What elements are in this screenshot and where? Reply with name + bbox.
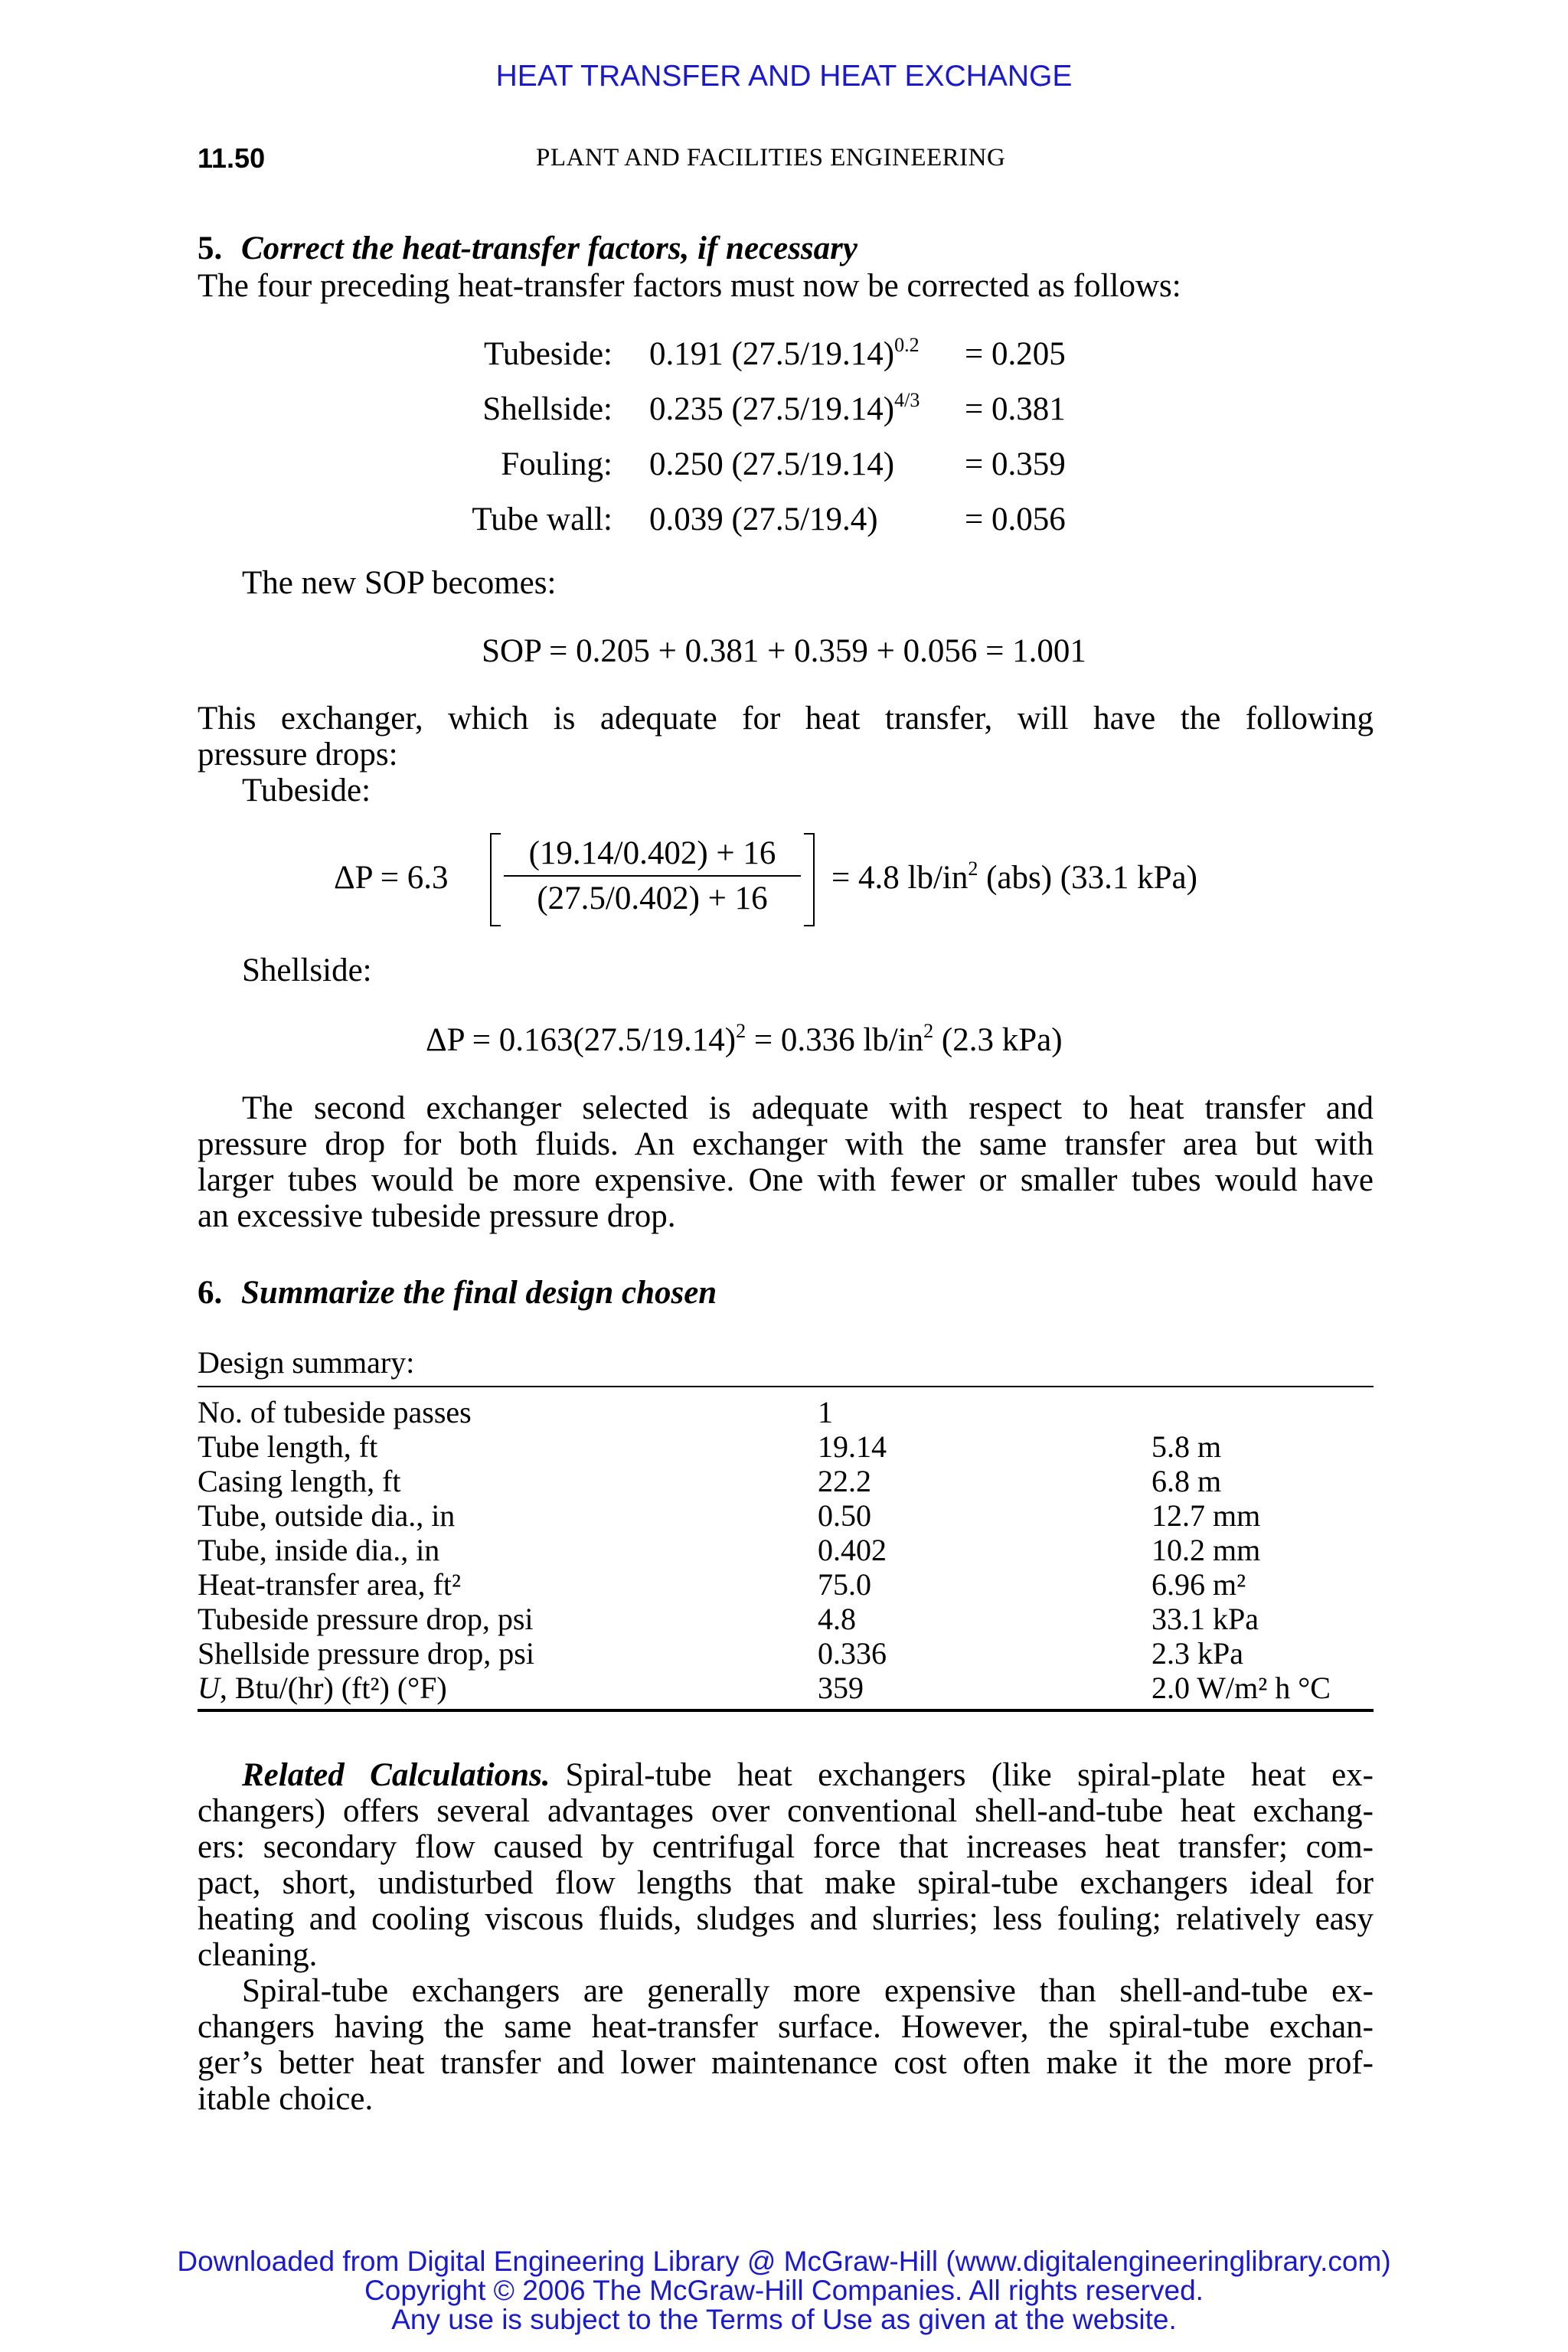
conclusion-paragraph (198, 1090, 1374, 1234)
row-value-us: 4.8 (818, 1602, 856, 1636)
correction-expr: 0.235 $(27.5/19.14)^{4/3}$ (649, 388, 920, 427)
row-value-us: 75.0 (818, 1567, 871, 1602)
related-paragraph-1: Related Calculations. Spiral-tube heat exchangers (like spiral-plate heat ex- changers) offers several advantages over conventional shell-and-tube heat exchang- ers: secondary flow caused by centrifugal force that increases heat transfer; com- pact, short, undisturbed flow lengths that make spiral-tube exchangers ideal for heating and cooling viscous fluids, sludges and slurries; less fouling; relatively easy cleaning. (198, 1757, 1374, 1973)
table-row (198, 1464, 1374, 1498)
table-bottom-rule (198, 1709, 1374, 1712)
related-line: cleaning. (198, 1937, 318, 1973)
row-label: Tube, outside dia., in (198, 1498, 456, 1533)
related-paragraph-2 (198, 1973, 1374, 2117)
row-value-us: 19.14 (818, 1429, 887, 1464)
new-sop-text: The new SOP becomes: (242, 565, 557, 601)
correction-expr: 0.250 (27.5/19.14) (649, 446, 895, 482)
correction-result: = 0.381 (965, 391, 1066, 427)
conclusion-line: The second exchanger selected is adequate with respect to heat transfer and (242, 1090, 1374, 1126)
row-value-us: 22.2 (818, 1464, 871, 1498)
row-value-si: 2.3 kPa (1152, 1636, 1243, 1671)
row-value-us: 359 (818, 1671, 864, 1705)
row-value-us: 0.336 (818, 1636, 887, 1671)
footer-copyright: Copyright © 2006 The McGraw-Hill Companies. All rights reserved. (364, 2275, 1204, 2306)
footer-terms[interactable]: Any use is subject to the Terms of Use as given at the website. (391, 2304, 1177, 2335)
related-line: changers having the same heat-transfer surface. However, the spiral-tube exchan- (198, 2009, 1374, 2045)
tubeside-denominator: (27.5/0.402) + 16 (537, 880, 768, 916)
correction-exponent: 0.2 (894, 333, 920, 356)
correction-label: Tube wall: (472, 501, 612, 537)
row-value-si: 6.8 m (1152, 1464, 1222, 1498)
step6-number: 6. (198, 1275, 223, 1311)
table-row (198, 1671, 1374, 1705)
related-line: changers) offers several advantages over conventional shell-and-tube heat exchang- (198, 1793, 1374, 1829)
step5-intro: The four preceding heat-transfer factors must now be corrected as follows: (198, 268, 1181, 304)
row-label: No. of tubeside passes (198, 1395, 472, 1429)
correction-result: = 0.056 (965, 501, 1066, 537)
footer-download-link[interactable]: Downloaded from Digital Engineering Library @ McGraw-Hill (www.digitalengineeringlibrary.com) (177, 2246, 1391, 2277)
correction-row-tube-wall (429, 501, 1118, 556)
tubeside-eq-lhs: ΔP = 6.3 (334, 860, 449, 896)
book-title: PLANT AND FACILITIES ENGINEERING (536, 144, 1006, 172)
row-label: Tube, inside dia., in (198, 1533, 440, 1567)
sop-equation: SOP = 0.205 + 0.381 + 0.359 + 0.056 = 1.001 (482, 633, 1086, 669)
row-label: Tubeside pressure drop, psi (198, 1602, 534, 1636)
row-value-si: 5.8 m (1152, 1429, 1222, 1464)
pressure-intro-line2: pressure drops: (198, 737, 398, 773)
step6-heading (198, 1274, 717, 1312)
pressure-intro-line1: This exchanger, which is adequate for heat transfer, will have the following (198, 701, 1374, 737)
table-row (198, 1429, 1374, 1464)
correction-label: Fouling: (501, 446, 612, 482)
related-line: itable choice. (198, 2081, 374, 2117)
row-value-si (1152, 1395, 1374, 1429)
conclusion-line: larger tubes would be more expensive. One with fewer or smaller tubes would have (198, 1162, 1374, 1198)
row-label: Shellside pressure drop, psi (198, 1636, 534, 1671)
shellside-label: Shellside: (242, 952, 372, 988)
step6-title: Summarize the final design chosen (241, 1275, 717, 1311)
running-head: HEAT TRANSFER AND HEAT EXCHANGE (495, 60, 1073, 93)
table-row (198, 1395, 1374, 1429)
page-number: 11.50 (198, 142, 266, 174)
table-row (198, 1533, 1374, 1567)
corrections-block (429, 335, 1118, 556)
table-row (198, 1567, 1374, 1602)
row-value-us: 0.402 (818, 1533, 887, 1567)
conclusion-line: an excessive tubeside pressure drop. (198, 1198, 676, 1234)
table-row (198, 1498, 1374, 1533)
right-bracket (804, 833, 815, 926)
related-heading: Related Calculations. (242, 1757, 550, 1793)
related-line: ger’s better heat transfer and lower maintenance cost often make it the more prof- (198, 2045, 1374, 2081)
row-value-us: 0.50 (818, 1498, 871, 1533)
correction-result: = 0.359 (965, 446, 1066, 482)
row-value-si: 10.2 mm (1152, 1533, 1261, 1567)
correction-label: Shellside: (482, 391, 612, 427)
shellside-equation: $\Delta P = 0.163(27.5/19.14)^2 = 0.336$ $lb/in^2$ (2.3 kPa) (426, 1019, 1063, 1058)
correction-row-tubeside (429, 335, 1118, 390)
tubeside-bracket-group (490, 833, 815, 926)
step5-number: 5. (198, 230, 223, 266)
table-caption: Design summary: (198, 1345, 415, 1380)
row-label: Heat-transfer area, ft² (198, 1567, 461, 1602)
correction-result: = 0.205 (965, 336, 1066, 372)
step5-title: Correct the heat-transfer factors, if necessary (241, 230, 858, 266)
tubeside-fraction (504, 835, 801, 917)
tubeside-numerator: (19.14/0.402) + 16 (504, 835, 801, 877)
table-row (198, 1602, 1374, 1636)
conclusion-line: pressure drop for both fluids. An exchanger with the same transfer area but with (198, 1126, 1374, 1162)
step5-heading (198, 230, 858, 267)
correction-expr: 0.191 $(27.5/19.14)^{0.2}$ (649, 333, 920, 372)
correction-row-shellside (429, 390, 1118, 446)
tubeside-eq-rhs: = 4.8 $lb/in^2$ (abs) (33.1 kPa) (831, 857, 1197, 896)
row-value-si: 33.1 kPa (1152, 1602, 1259, 1636)
correction-row-fouling (429, 446, 1118, 501)
left-bracket (490, 833, 501, 926)
row-label: Tube length, ft (198, 1429, 378, 1464)
row-label: U, Btu/(hr) (ft²) (°F) (198, 1671, 447, 1705)
related-line: Spiral-tube exchangers are generally more expensive than shell-and-tube ex- (242, 1973, 1374, 2009)
row-value-si: 2.0 W/m² h °C (1152, 1671, 1331, 1705)
related-line: heating and cooling viscous fluids, sludges and slurries; less fouling; relatively easy (198, 1901, 1374, 1937)
correction-exponent: 4/3 (894, 388, 920, 411)
correction-label: Tubeside: (483, 336, 612, 372)
design-summary-table (198, 1395, 1374, 1705)
tubeside-label: Tubeside: (242, 773, 371, 808)
table-row (198, 1636, 1374, 1671)
table-top-rule (198, 1386, 1374, 1387)
related-line: pact, short, undisturbed flow lengths that make spiral-tube exchangers ideal for (198, 1865, 1374, 1901)
row-value-si: 12.7 mm (1152, 1498, 1261, 1533)
correction-expr: 0.039 (27.5/19.4) (649, 501, 878, 537)
related-line: ers: secondary flow caused by centrifugal force that increases heat transfer; com- (198, 1829, 1374, 1865)
row-value-us: 1 (818, 1395, 833, 1429)
row-value-si: 6.96 m² (1152, 1567, 1246, 1602)
row-label: Casing length, ft (198, 1464, 401, 1498)
